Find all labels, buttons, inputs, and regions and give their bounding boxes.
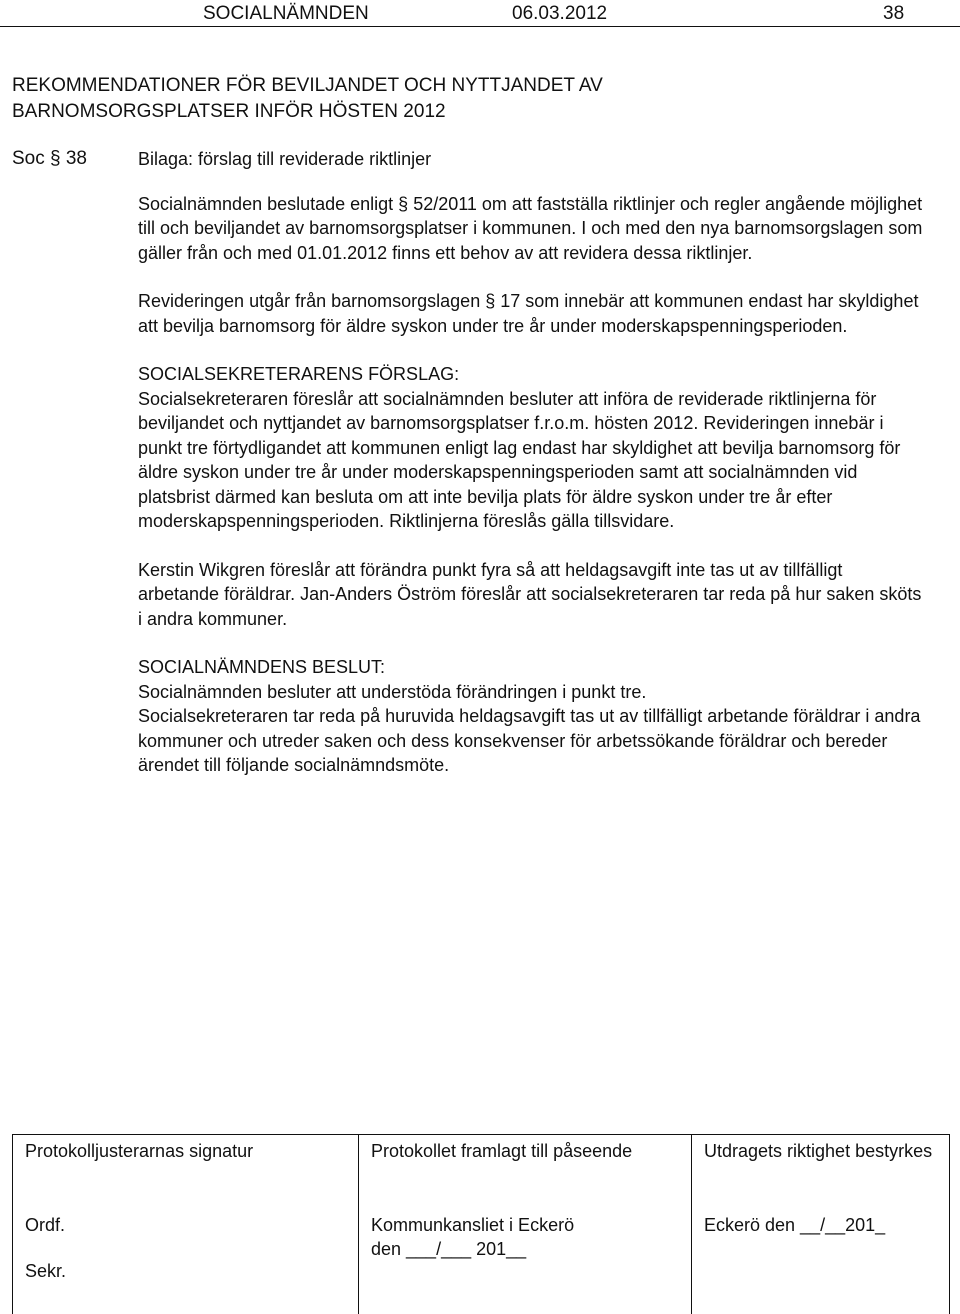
posted-place-text: Kommunkansliet i Eckerö: [371, 1215, 575, 1235]
decision-line-2: Socialsekreteraren tar reda på huruvida heldagsavgift tas ut av tillfälligt arbetande föräldrar i andra kommuner och utreder saken och dess konsekvenser för arbetssökande föräldrar och bereder ärendet till följande socialnämndsmöte.: [138, 706, 921, 775]
section-number: Soc § 38: [12, 148, 87, 169]
signature-column-adjusters: [13, 1135, 359, 1314]
attachment-note: Bilaga: förslag till reviderade riktlinjer: [138, 149, 432, 169]
certified-place-date: Eckerö den __/__201_: [704, 1215, 886, 1235]
committee-name: SOCIALNÄMNDEN: [203, 3, 369, 24]
adjusters-heading: Protokolljusterarnas signatur: [25, 1141, 254, 1161]
header-divider: [0, 26, 960, 27]
chair-label: Ordf.: [25, 1215, 66, 1235]
decision-line-1: Socialnämnden besluter att understöda förändringen i punkt tre.: [138, 681, 647, 702]
document-title: [12, 73, 912, 125]
signature-table: [12, 1134, 950, 1314]
secretary-label: Sekr.: [25, 1261, 67, 1281]
revision-paragraph: Revideringen utgår från barnomsorgslagen § 17 som innebär att kommunen endast har skyldighet att bevilja barnomsorg för äldre syskon under tre år under moderskapspenningsperioden.: [138, 291, 919, 336]
page-number: 38: [883, 3, 905, 24]
posted-place: [371, 1213, 671, 1261]
posted-heading: Protokollet framlagt till påseende: [371, 1141, 633, 1161]
certified-heading: Utdragets riktighet bestyrkes: [704, 1141, 933, 1161]
signature-column-posted: [359, 1135, 692, 1314]
meeting-date: 06.03.2012: [512, 3, 608, 24]
title-line-1: REKOMMENDATIONER FÖR BEVILJANDET OCH NYTTJANDET AV: [12, 75, 603, 96]
decision-heading: SOCIALNÄMNDENS BESLUT:: [138, 657, 386, 677]
background-paragraph: Socialnämnden beslutade enligt § 52/2011 om att fastställa riktlinjer och regler angående möjlighet till och beviljandet av barnomsorgsplatser i kommunen. I och med den nya barnomsorgslagen som gäller från och med 01.01.2012 finns ett behov av att revidera dessa riktlinjer.: [138, 193, 923, 263]
page-header: [0, 0, 960, 26]
signature-column-certified: [692, 1135, 949, 1314]
title-line-2: BARNOMSORGSPLATSER INFÖR HÖSTEN 2012: [12, 101, 446, 122]
section-body: [138, 147, 928, 778]
posted-date: den ___/___ 201__: [371, 1239, 527, 1259]
proposal-heading: SOCIALSEKRETERARENS FÖRSLAG:: [138, 364, 460, 384]
discussion-paragraph: Kerstin Wikgren föreslår att förändra punkt fyra så att heldagsavgift inte tas ut av tillfälligt arbetande föräldrar. Jan-Anders Öström föreslår att socialsekreteraren tar reda på hur saken sköts i andra kommuner.: [138, 559, 922, 629]
proposal-paragraph: Socialsekreteraren föreslår att socialnämnden besluter att införa de reviderade riktlinjerna för beviljandet och nyttjandet av barnomsorgsplatser f.r.o.m. hösten 2012. Revideringen innebär i punkt tre förtydligandet att kommunen enligt lag endast har skyldighet att bevilja barnomsorg för äldre syskon under tre år under moderskapspenningsperioden samt att socialnämnden vid platsbrist därmed kan besluta om att inte bevilja plats för äldre syskon under tre år efter moderskapspenningsperioden. Riktlinjerna föreslås gälla tillsvidare.: [138, 388, 901, 531]
